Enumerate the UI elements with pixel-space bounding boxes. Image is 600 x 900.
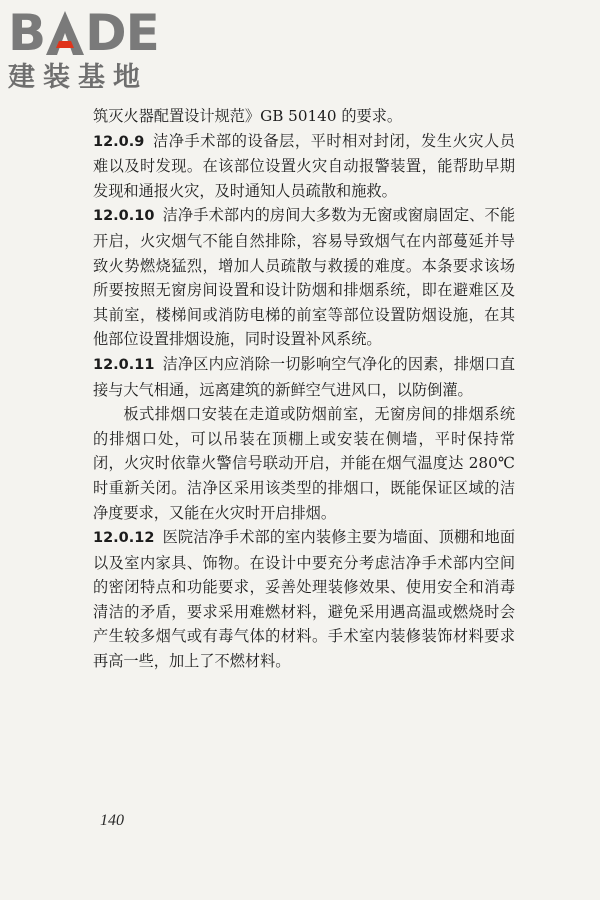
clause-text: 医院洁净手术部的室内装修主要为墙面、顶棚和地面以及室内家具、饰物。在设计中要充分考虑洁净手术部内空间的密闭特点和功能要求，妥善处理装修效果、使用安全和消毒清洁的矛盾，要求采用难燃材料，避免采用遇高温或燃烧时会产生较多烟气或有毒气体的材料。手术室内装修装饰材料要求再高一些，加上了不燃材料。 <box>93 528 515 671</box>
paragraph-text: 板式排烟口安装在走道或防烟前室，无窗房间的排烟系统的排烟口处，可以吊装在顶棚上或安装在侧墙，平时保持常闭，火灾时依靠火警信号联动开启，并能在烟气温度达 280℃时重新关闭。洁净区采用该类型的排烟口，既能保证区域的洁净度要求，又能在火灾时开启排烟。 <box>93 405 515 522</box>
logo-a-icon <box>46 11 84 55</box>
clause-12-0-9 <box>93 129 515 204</box>
logo-letters-de: DE <box>85 4 159 62</box>
clause-number: 12.0.10 <box>93 208 155 225</box>
clause-number: 12.0.12 <box>93 530 155 547</box>
page-number: 140 <box>100 812 124 829</box>
logo <box>8 6 178 96</box>
clause-12-0-10 <box>93 203 515 352</box>
document-body <box>93 104 515 674</box>
clause-number: 12.0.9 <box>93 133 145 150</box>
logo-wordmark <box>8 6 178 60</box>
paragraph-smoke-vent <box>93 402 515 525</box>
clause-text: 洁净手术部的设备层，平时相对封闭，发生火灾人员难以及时发现。在该部位设置火灾自动报警装置，能帮助早期发现和通报火灾，及时通知人员疏散和施救。 <box>93 131 515 200</box>
logo-a-mark <box>46 11 84 55</box>
logo-subtitle: 建装基地 <box>8 62 148 93</box>
clause-12-0-12 <box>93 525 515 674</box>
clause-number: 12.0.11 <box>93 356 155 373</box>
clause-text: 洁净区内应消除一切影响空气净化的因素，排烟口直接与大气相通，远离建筑的新鲜空气进风口，以防倒灌。 <box>93 354 515 399</box>
paragraph-continuation <box>93 104 515 129</box>
logo-letter-b: B <box>8 4 46 62</box>
clause-text: 洁净手术部内的房间大多数为无窗或窗扇固定、不能开启，火灾烟气不能自然排除，容易导致烟气在内部蔓延并导致火势燃烧猛烈，增加人员疏散与救援的难度。本条要求该场所要按照无窗房间设置和设计防烟和排烟系统，即在避难区及其前室，楼梯间或消防电梯的前室等部位设置防烟设施，在其他部位设置排烟设施，同时设置补风系统。 <box>93 206 515 349</box>
clause-12-0-11 <box>93 352 515 402</box>
paragraph-text: 筑灭火器配置设计规范》GB 50140 的要求。 <box>93 107 403 125</box>
